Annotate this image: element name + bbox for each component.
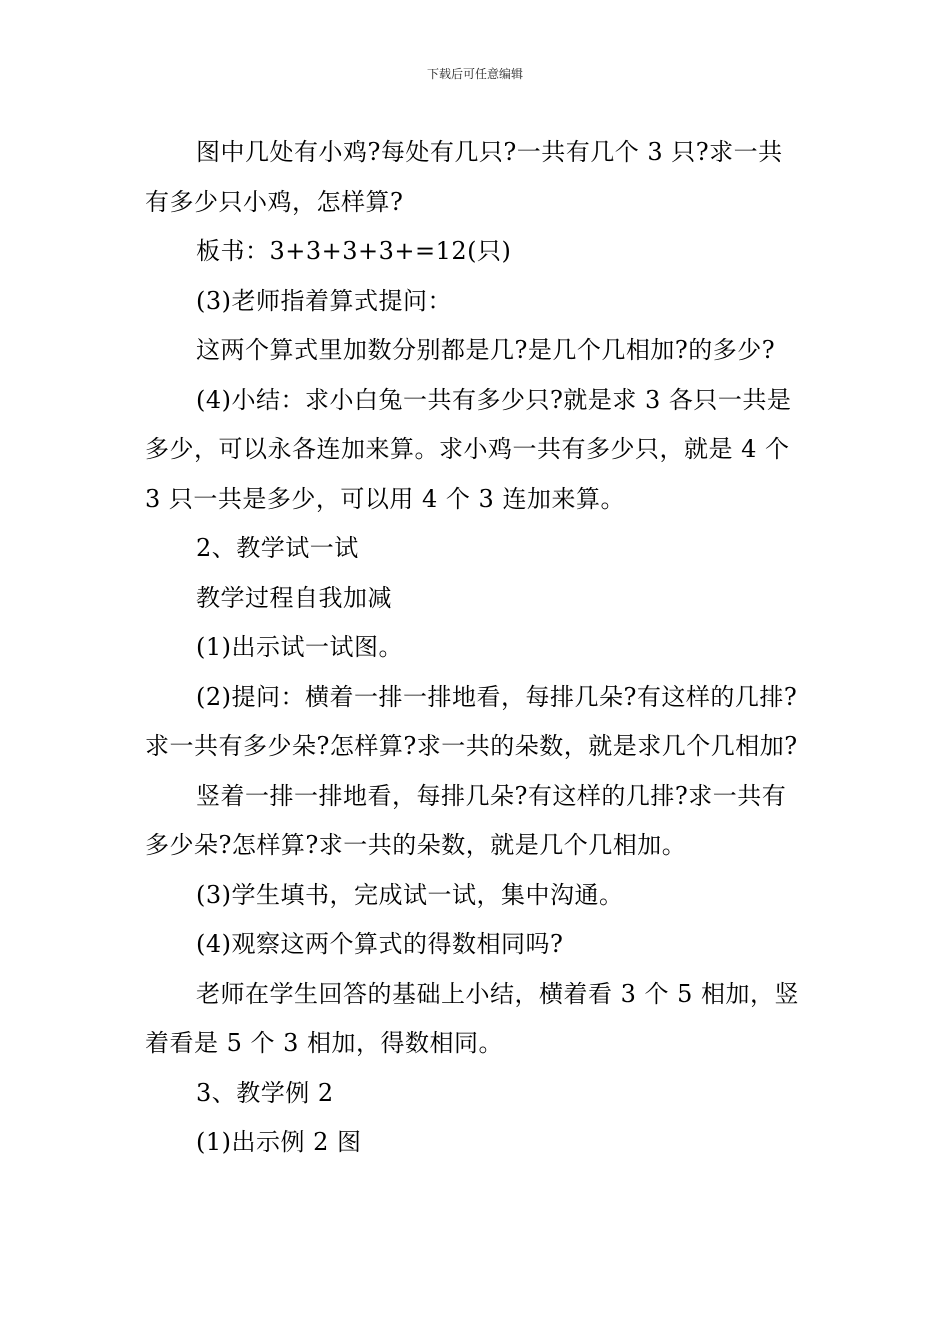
paragraph-summary: (4)小结：求小白兔一共有多少只?就是求 3 各只一共是多少，可以永各连加来算。求小鸡一共有多少只，就是 4 个 3 只一共是多少，可以用 4 个 3 连加来算。: [145, 385, 792, 513]
paragraph-teacher-summary: 老师在学生回答的基础上小结，横着看 3 个 5 相加，竖着看是 5 个 3 相加，得数相同。: [145, 979, 800, 1057]
paragraph-self-adjust: 教学过程自我加减: [196, 583, 392, 612]
section-heading-example-2: 3、教学例 2: [196, 1078, 334, 1107]
paragraph-fill-book: (3)学生填书，完成试一试，集中沟通。: [196, 880, 624, 909]
paragraph-vertical-question: 竖着一排一排地看，每排几朵?有这样的几排?求一共有多少朵?怎样算?求一共的朵数，就是几个几相加。: [145, 781, 787, 859]
paragraph-horizontal-question: (2)提问：横着一排一排地看，每排几朵?有这样的几排?求一共有多少朵?怎样算?求一共的朵数，就是求几个几相加?: [145, 682, 798, 760]
paragraph-show-example-2: (1)出示例 2 图: [196, 1128, 362, 1156]
section-heading-try: 2、教学试一试: [196, 534, 359, 562]
page-header: 下载后可任意编辑: [426, 67, 523, 81]
paragraph-addends-question: 这两个算式里加数分别都是几?是几个几相加?的多少?: [196, 336, 776, 364]
paragraph-observe: (4)观察这两个算式的得数相同吗?: [196, 930, 564, 958]
paragraph-board-writing: 板书：3+3+3+3+=12(只): [196, 237, 512, 265]
paragraph-show-figure: (1)出示试一试图。: [196, 633, 403, 661]
paragraph-teacher-question: (3)老师指着算式提问：: [196, 286, 452, 315]
paragraph-chicks-question: 图中几处有小鸡?每处有几只?一共有几个 3 只?求一共有多少只小鸡，怎样算?: [145, 138, 783, 216]
document-body: [145, 128, 807, 1168]
